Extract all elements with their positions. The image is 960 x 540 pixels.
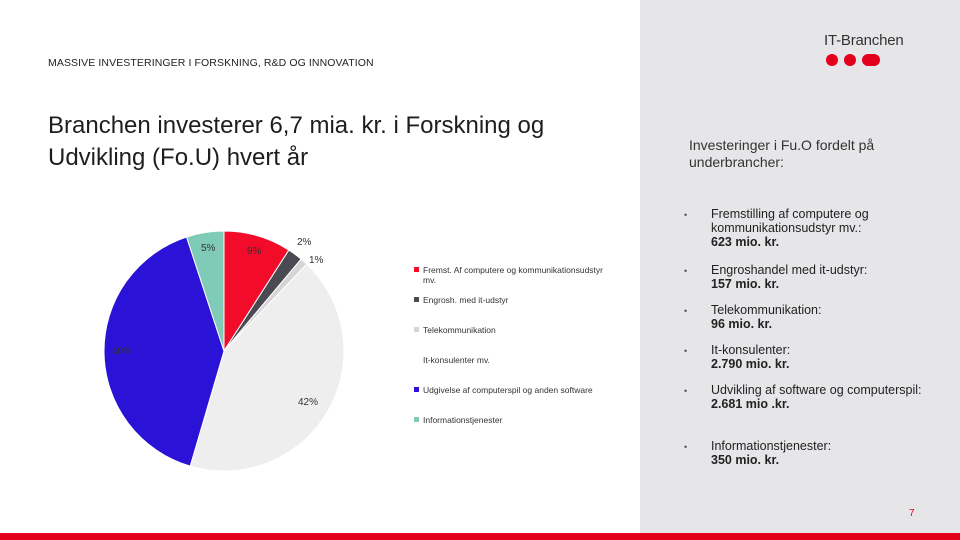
legend-item xyxy=(414,265,604,285)
legend-label: Informationstjenester xyxy=(423,415,503,425)
item-label: Telekommunikation: xyxy=(711,303,822,317)
list-item xyxy=(684,343,924,371)
item-label: Fremstilling af computere og kommunikationsudstyr mv.: xyxy=(711,207,869,235)
item-value: 96 mio. kr. xyxy=(711,317,773,331)
item-label: Udvikling af software og computerspil: xyxy=(711,383,922,397)
list-item xyxy=(684,383,924,411)
pie-label-9: 9% xyxy=(247,246,262,257)
legend-item xyxy=(414,415,604,425)
list-item xyxy=(684,207,924,249)
legend-item xyxy=(414,385,604,395)
logo-text: IT-Branchen xyxy=(824,32,904,49)
item-value: 157 mio. kr. xyxy=(711,277,780,291)
legend-item xyxy=(414,295,604,305)
slide-title: Branchen investerer 6,7 mia. kr. i Forskning og Udvikling (Fo.U) hvert år xyxy=(48,112,545,171)
logo-dot xyxy=(844,54,856,66)
legend-swatch xyxy=(414,357,419,362)
legend-label: Telekommunikation xyxy=(423,325,496,335)
item-value: 623 mio. kr. xyxy=(711,235,780,249)
legend-swatch xyxy=(414,297,419,302)
legend-swatch xyxy=(414,417,419,422)
list-item xyxy=(684,439,924,467)
page-number: 7 xyxy=(909,508,915,519)
list-item xyxy=(684,263,924,291)
pie-label-1: 1% xyxy=(309,255,324,266)
legend-item xyxy=(414,325,604,335)
slide-kicker: MASSIVE INVESTERINGER I FORSKNING, R&D OG INNOVATION xyxy=(48,57,374,69)
legend-label: Engrosh. med it-udstyr xyxy=(423,295,509,305)
legend-label: Fremst. Af computere og kommunikationsudstyr mv. xyxy=(423,265,603,285)
item-label: Engroshandel med it-udstyr: xyxy=(711,263,868,277)
legend-label: It-konsulenter mv. xyxy=(423,355,490,365)
pie-label-40: 40% xyxy=(112,346,133,357)
bullet-icon: • xyxy=(684,306,688,316)
logo-dot xyxy=(826,54,838,66)
legend-item xyxy=(414,355,604,365)
item-value: 2.790 mio. kr. xyxy=(711,357,790,371)
bullet-icon: • xyxy=(684,266,688,276)
legend-swatch xyxy=(414,267,419,272)
pie-label-2: 2% xyxy=(297,237,312,248)
item-value: 2.681 mio .kr. xyxy=(711,397,790,411)
bullet-icon: • xyxy=(684,210,688,220)
legend-swatch xyxy=(414,327,419,332)
side-heading: Investeringer i Fu.O fordelt på underbrancher: xyxy=(689,137,875,170)
bullet-icon: • xyxy=(684,386,688,396)
it-branchen-logo xyxy=(824,32,924,72)
item-label: Informationstjenester: xyxy=(711,439,832,453)
legend-label: Udgivelse af computerspil og anden software xyxy=(423,385,593,395)
item-value: 350 mio. kr. xyxy=(711,453,780,467)
legend-swatch xyxy=(414,387,419,392)
logo-dot xyxy=(862,54,880,66)
list-item xyxy=(684,303,924,331)
bullet-icon: • xyxy=(684,442,688,452)
pie-label-5: 5% xyxy=(201,243,216,254)
pie-label-42: 42% xyxy=(298,397,319,408)
item-label: It-konsulenter: xyxy=(711,343,791,357)
bullet-icon: • xyxy=(684,346,688,356)
